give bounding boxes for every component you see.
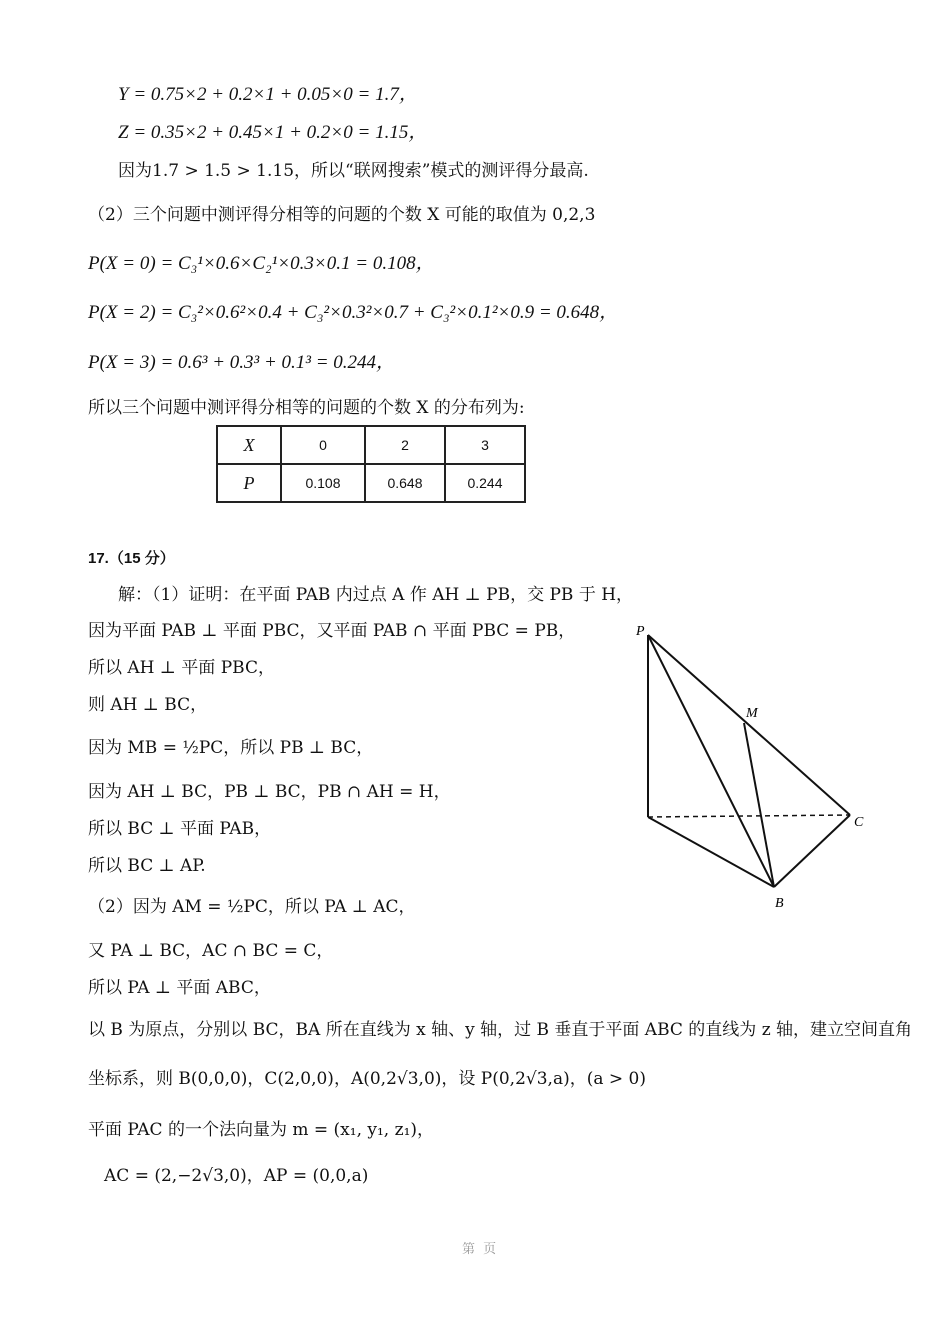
table-row (217, 426, 525, 464)
x-value-cell: 0 (281, 426, 365, 464)
equation-y: Y = 0.75×2 + 0.2×1 + 0.05×0 = 1.7， (118, 84, 418, 105)
edge-ab (648, 817, 774, 887)
proof-line: 所以 AH ⊥ 平面 PBC， (88, 658, 275, 678)
proof-line: （2）因为 AM = ½PC，所以 PA ⊥ AC， (88, 897, 416, 917)
page-footer: 第 页 (462, 1242, 499, 1257)
label-p: P (636, 624, 645, 639)
p-value-cell: 0.244 (445, 464, 525, 502)
label-b: B (775, 896, 784, 911)
prob-x3: P(X = 3) = 0.6³ + 0.3³ + 0.1³ = 0.244， (88, 352, 396, 373)
proof-line: 解：（1）证明：在平面 PAB 内过点 A 作 AH ⊥ PB，交 PB 于 H， (118, 585, 634, 605)
proof-line: 则 AH ⊥ BC， (88, 695, 208, 715)
p-value-cell: 0.108 (281, 464, 365, 502)
conclusion-text: 因为1.7 > 1.5 > 1.15，所以“联网搜索”模式的测评得分最高. (118, 161, 589, 181)
edge-pb (648, 635, 774, 887)
proof-line: 因为 MB = ½PC，所以 PB ⊥ BC， (88, 738, 374, 758)
label-m: M (746, 706, 758, 721)
x-value-cell: 2 (365, 426, 445, 464)
x-value-cell: 3 (445, 426, 525, 464)
edge-pc (648, 635, 850, 815)
row-label-p: P (217, 464, 281, 502)
label-c: C (854, 815, 864, 830)
proof-line: 因为平面 PAB ⊥ 平面 PBC，又平面 PAB ∩ 平面 PBC = PB， (88, 621, 576, 641)
part2-intro: （2）三个问题中测评得分相等的问题的个数 X 可能的取值为 0,2,3 (88, 205, 596, 225)
prob-x2: P(X = 2) = C₃²×0.6²×0.4 + C₃²×0.3²×0.7 + C₃²×0.1²×0.9 = 0.648， (88, 302, 619, 323)
proof-line: 所以 BC ⊥ 平面 PAB， (88, 819, 272, 839)
pyramid-figure (630, 615, 880, 915)
segment-mb (744, 723, 774, 887)
proof-line: 所以 BC ⊥ AP. (88, 856, 206, 876)
p-value-cell: 0.648 (365, 464, 445, 502)
proof-line: 坐标系，则 B(0,0,0)，C(2,0,0)，A(0,2√3,0)，设 P(0,2√3,a)，(a > 0) (88, 1069, 646, 1089)
distribution-table (216, 425, 526, 503)
proof-line: 因为 AH ⊥ BC，PB ⊥ BC，PB ∩ AH = H， (88, 782, 451, 802)
proof-line: 又 PA ⊥ BC，AC ∩ BC = C， (88, 941, 334, 961)
prob-x0: P(X = 0) = C₃¹×0.6×C₂¹×0.3×0.1 = 0.108， (88, 253, 435, 274)
row-label-x: X (217, 426, 281, 464)
table-row (217, 464, 525, 502)
proof-line: 以 B 为原点，分别以 BC，BA 所在直线为 x 轴、y 轴，过 B 垂直于平面 ABC 的直线为 z 轴，建立空间直角 (88, 1020, 913, 1040)
proof-line: 平面 PAC 的一个法向量为 m = (x₁, y₁, z₁)， (88, 1120, 435, 1140)
table-caption: 所以三个问题中测评得分相等的问题的个数 X 的分布列为: (88, 398, 525, 418)
edge-bc (774, 815, 850, 887)
proof-line: 所以 PA ⊥ 平面 ABC， (88, 978, 271, 998)
proof-line: AC = (2,−2√3,0)，AP = (0,0,a) (104, 1166, 369, 1186)
problem-heading: 17.（15 分） (88, 550, 175, 567)
equation-z: Z = 0.35×2 + 0.45×1 + 0.2×0 = 1.15， (118, 122, 428, 143)
edge-ac-hidden (648, 815, 850, 817)
